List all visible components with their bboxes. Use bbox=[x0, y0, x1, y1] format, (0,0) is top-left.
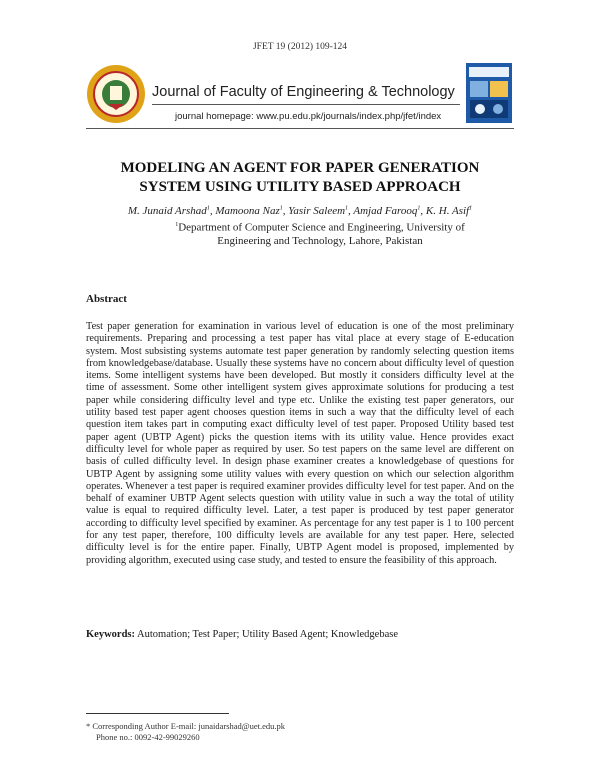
author-affiliation-mark: 1 bbox=[417, 205, 421, 212]
journal-title: Journal of Faculty of Engineering & Technology bbox=[152, 84, 455, 100]
keywords bbox=[86, 629, 398, 640]
journal-homepage: journal homepage: www.pu.edu.pk/journals/index.php/jfet/index bbox=[175, 111, 442, 122]
footnote-rule bbox=[86, 713, 229, 714]
abstract-text: Test paper generation for examination in various level of education is one of the most preliminary requirements. Preparing and processing a test paper has vital place at every stage of E-education system. Most subsisting systems automate test paper generation by randomly selecting question items from knowledgebase/database. Usually these systems have no concern about difficulty level of question items. Some intelligent systems have been developed. But mostly it considers difficulty level at the time of assessment. Some other intelligent system gives approximate solutions for producing a test paper while considering difficulty level and type etc. Unlike the existing test paper generators, our utility based test paper agent chooses question items in such a way that the difficulty level of each question item takes part in computing exact difficulty level of test paper. Proposed Utility based test paper agent (UBTP Agent) picks the question items with its utility value. Hence provides exact difficulty level for whole paper as required by user. So test papers on the same level are different on basis of culled difficulty level. In design phase examiner creates a knowledgebase of questions for UBTP Agent by assigning some utility values with every question on which our selection algorithm operates. Whenever a test paper is required examiner provides difficulty level for test paper. And on the behalf of examiner UBTP Agent selects question with utility value in such a way the total of utility value is equal to required difficulty level. Later, a test paper is produced by test paper generator according to difficulty level specified by examiner. As percentage for any test paper is 1 to 100 percent for any test paper, therefore, 100 difficulty levels are available for any test paper. Here, selected difficulty level is for the entire paper. Finally, UBTP Agent model is proposed, implemented by providing algorithm, executed using case study, and tested to ensure the feasibility of this approach. bbox=[86, 321, 514, 566]
author-name: M. Junaid Arshad bbox=[127, 205, 207, 217]
corresponding-author-phone: Phone no.: 0092-42-99029260 bbox=[96, 732, 200, 742]
author-name: Amjad Farooq bbox=[353, 205, 418, 217]
paper-title-line-1: MODELING AN AGENT FOR PAPER GENERATION bbox=[120, 160, 480, 176]
paper-title bbox=[0, 159, 600, 197]
author-name: Yasir Saleem bbox=[288, 205, 346, 217]
author-affiliation bbox=[150, 219, 490, 248]
author-affiliation-mark: 1 bbox=[345, 205, 349, 212]
header-divider bbox=[152, 104, 460, 105]
paper-title-line-2: SYSTEM USING UTILITY BASED APPROACH bbox=[139, 179, 461, 195]
author-affiliation-mark: 1 bbox=[469, 205, 473, 212]
abstract-heading: Abstract bbox=[86, 293, 127, 305]
header-bottom-rule bbox=[86, 128, 514, 129]
author-affiliation-mark: 1 bbox=[206, 205, 210, 212]
author-affiliation-mark: 1 bbox=[279, 205, 283, 212]
author-name: K. H. Asif bbox=[425, 205, 470, 217]
author-name: Mamoona Naz bbox=[215, 205, 280, 217]
journal-citation: JFET 19 (2012) 109-124 bbox=[252, 42, 348, 52]
keywords-list: Automation; Test Paper; Utility Based Agent; Knowledgebase bbox=[137, 629, 398, 640]
journal-cover-image bbox=[466, 63, 512, 123]
keywords-label: Keywords: bbox=[86, 629, 135, 640]
affiliation-text: Department of Computer Science and Engineering, University of Engineering and Technology, Lahore, Pakistan bbox=[178, 221, 465, 247]
corresponding-author-email: * Corresponding Author E-mail: junaidarshad@uet.edu.pk bbox=[86, 721, 286, 731]
affiliation-mark: 1 bbox=[175, 222, 179, 228]
university-logo bbox=[86, 64, 146, 124]
author-list: M. Junaid Arshad$^1$, Mamoona Naz$^1$, Yasir Saleem$^1$, Amjad Farooq$^1$, K. H. Asif$^1$ bbox=[127, 205, 473, 217]
